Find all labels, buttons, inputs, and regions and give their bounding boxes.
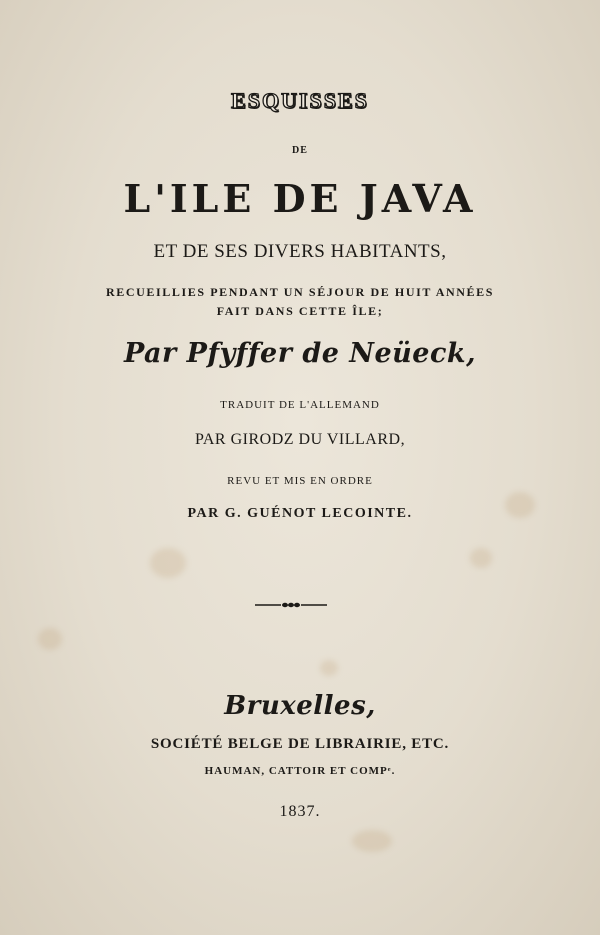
editor: PAR G. GUÉNOT LECOINTE. bbox=[187, 506, 413, 521]
foxing-spot bbox=[150, 548, 186, 578]
translated-note: TRADUIT DE L'ALLEMAND bbox=[220, 399, 380, 411]
imprint-printer: HAUMAN, CATTOIR ET COMPᵉ. bbox=[204, 765, 396, 777]
imprint-city: Bruxelles, bbox=[224, 691, 376, 721]
revised-note: REVU ET MIS EN ORDRE bbox=[227, 475, 373, 487]
foxing-spot bbox=[352, 830, 392, 852]
main-title: L'ILE DE JAVA bbox=[123, 176, 477, 221]
ornament-rule-icon bbox=[255, 601, 327, 609]
imprint-publisher: SOCIÉTÉ BELGE DE LIBRAIRIE, ETC. bbox=[150, 736, 450, 752]
title-connector: DE bbox=[292, 145, 308, 156]
imprint-year: 1837. bbox=[279, 803, 321, 820]
series-title: ESQUISSES bbox=[231, 88, 369, 113]
foxing-spot bbox=[38, 628, 62, 650]
author: Par Pfyffer de Neüeck, bbox=[123, 338, 476, 369]
subtitle: ET DE SES DIVERS HABITANTS, bbox=[153, 241, 447, 262]
description-line-2: FAIT DANS CETTE ÎLE; bbox=[216, 304, 384, 318]
foxing-spot bbox=[470, 548, 492, 568]
translator: PAR GIRODZ DU VILLARD, bbox=[194, 431, 406, 448]
description-line-1: RECUEILLIES PENDANT UN SÉJOUR DE HUIT ANNÉES bbox=[105, 285, 495, 299]
foxing-spot bbox=[320, 660, 338, 676]
